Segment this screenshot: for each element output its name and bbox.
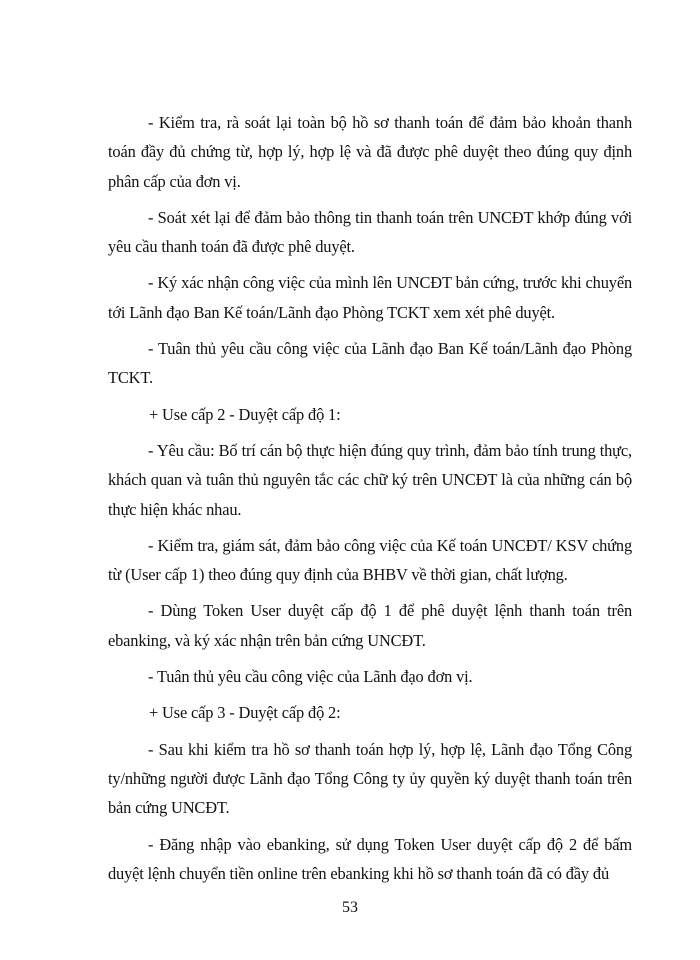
paragraph-sign-confirmation: - Ký xác nhận công việc của mình lên UNCĐT bản cứng, trước khi chuyển tới Lãnh đạo Ban Kế toán/Lãnh đạo Phòng TCKT xem xét phê duyệt.: [108, 273, 632, 322]
paragraph-supervise-user-level-1: - Kiểm tra, giám sát, đảm bảo công việc của Kế toán UNCĐT/ KSV chứng từ (User cấp 1) theo đúng quy định của BHBV về thời gian, chất lượng.: [108, 535, 632, 585]
page-number: 53: [342, 899, 358, 916]
paragraph-corporate-approval: - Sau khi kiểm tra hồ sơ thanh toán hợp lý, hợp lệ, Lãnh đạo Tổng Công ty/những người được Lãnh đạo Tổng Công ty ủy quyền ký duyệt thanh toán trên bản cứng UNCĐT.: [108, 739, 632, 818]
paragraph-review-payment-info: - Soát xét lại để đảm bảo thông tin thanh toán trên UNCĐT khớp đúng với yêu cầu thanh toán đã được phê duyệt.: [108, 207, 632, 257]
heading-use-level-2: + Use cấp 2 - Duyệt cấp độ 1:: [149, 404, 341, 424]
paragraph-token-level-1: - Dùng Token User duyệt cấp độ 1 để phê duyệt lệnh thanh toán trên ebanking, và ký xác nhận trên bản cứng UNCĐT.: [108, 601, 632, 650]
paragraph-comply-unit-leaders: - Tuân thủ yêu cầu công việc của Lãnh đạo đơn vị.: [148, 667, 473, 687]
paragraph-ebanking-login: - Đăng nhập vào ebanking, sử dụng Token User duyệt cấp độ 2 để bấm duyệt lệnh chuyển tiền online trên ebanking khi hồ sơ thanh toán đã có đầy đủ: [108, 834, 632, 883]
paragraph-comply-accounting-leaders: - Tuân thủ yêu cầu công việc của Lãnh đạo Ban Kế toán/Lãnh đạo Phòng TCKT.: [108, 339, 632, 388]
heading-use-level-3: + Use cấp 3 - Duyệt cấp độ 2:: [149, 703, 341, 723]
document-body: [108, 108, 632, 895]
paragraph-requirement: - Yêu cầu: Bố trí cán bộ thực hiện đúng quy trình, đảm bảo tính trung thực, khách quan và tuân thủ nguyên tắc các chữ ký trên UNCĐT là của những cán bộ thực hiện khác nhau.: [108, 440, 632, 519]
paragraph-check-payment-dossier: - Kiểm tra, rà soát lại toàn bộ hồ sơ thanh toán để đảm bảo khoản thanh toán đầy đủ chứng từ, hợp lý, hợp lệ và đã được phê duyệt theo đúng quy định phân cấp của đơn vị.: [108, 113, 632, 191]
